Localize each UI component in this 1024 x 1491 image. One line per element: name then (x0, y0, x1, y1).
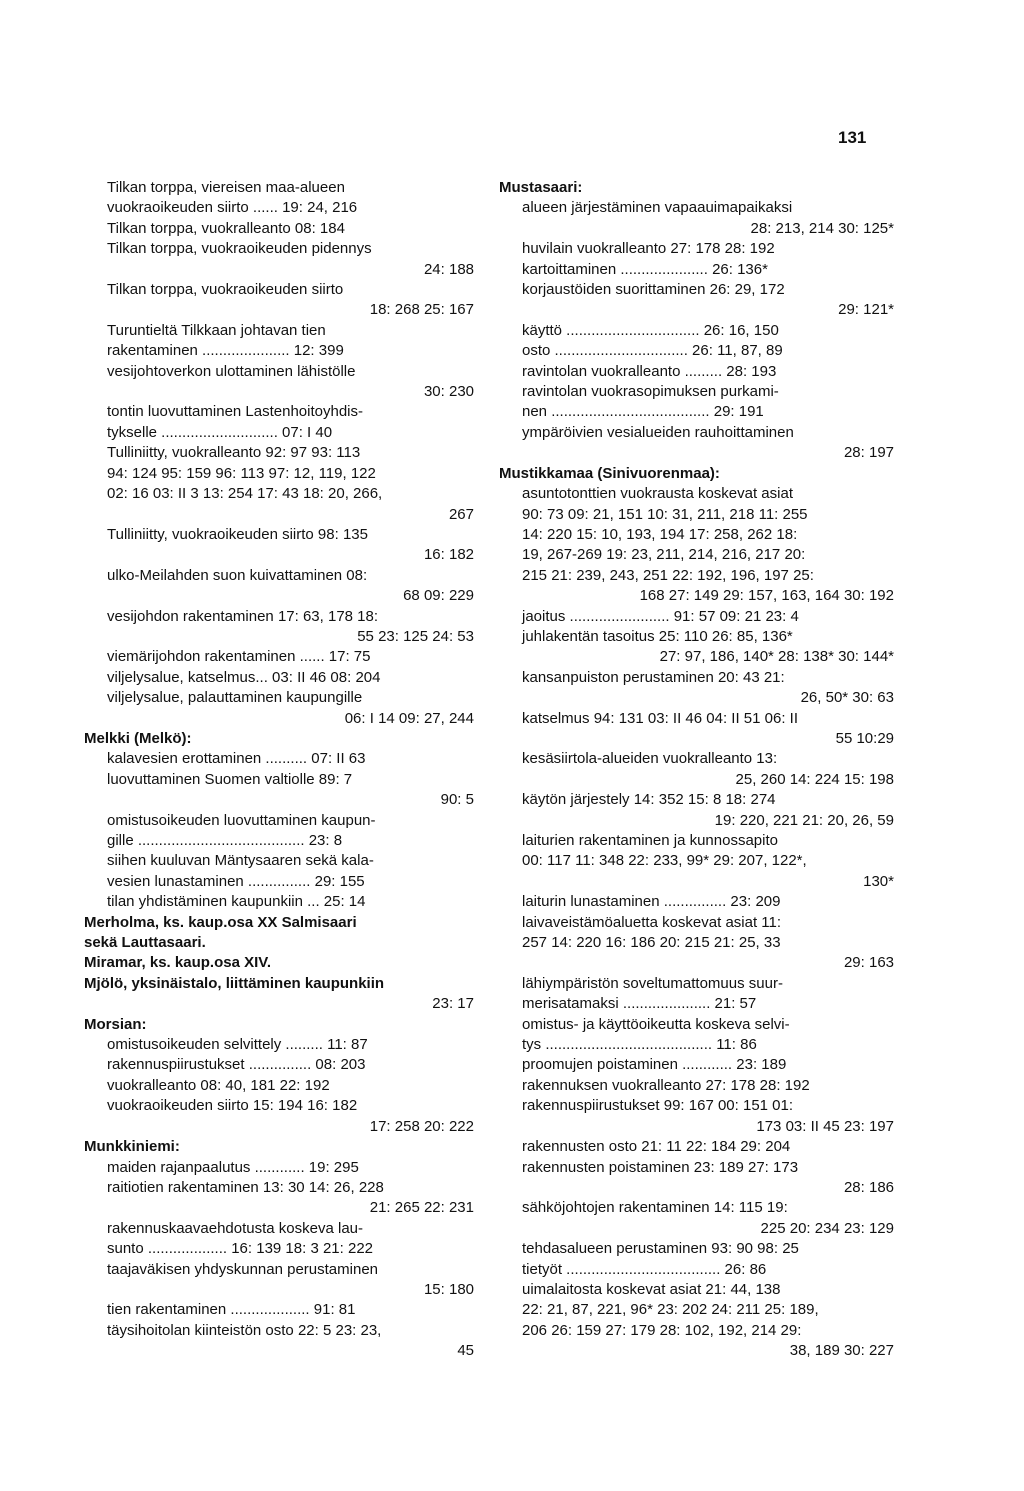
index-line: asuntotonttien vuokrausta koskevat asiat (522, 485, 793, 503)
index-line: tehdasalueen perustaminen 93: 90 98: 25 (522, 1240, 799, 1258)
index-line: omistusoikeuden selvittely ......... 11: 87 (107, 1036, 368, 1054)
index-line: 225 20: 234 23: 129 (760, 1219, 894, 1237)
index-line: laivaveistämöaluetta koskevat asiat 11: (522, 913, 782, 931)
index-line: rakennuskaavaehdotusta koskeva lau- (107, 1219, 363, 1237)
index-heading: Mustasaari: (499, 179, 583, 196)
index-line: 18: 268 25: 167 (369, 301, 474, 319)
index-line: viemärijohdon rakentaminen ...... 17: 75 (107, 648, 371, 666)
index-line: raitiotien rakentaminen 13: 30 14: 26, 228 (107, 1178, 384, 1196)
index-line: 22: 21, 87, 221, 96* 23: 202 24: 211 25: 189, (522, 1301, 819, 1319)
index-line: 29: 121* (838, 301, 894, 319)
index-line: 257 14: 220 16: 186 20: 215 21: 25, 33 (522, 934, 781, 952)
index-line: rakennusten osto 21: 11 22: 184 29: 204 (522, 1138, 791, 1156)
index-line: kalavesien erottaminen .......... 07: II 63 (107, 750, 366, 768)
index-line: sähköjohtojen rakentaminen 14: 115 19: (522, 1199, 788, 1217)
index-line: viljelysalue, palauttaminen kaupungille (107, 689, 363, 707)
index-line: vesijohtoverkon ulottaminen lähistölle (107, 362, 356, 380)
index-line: 28: 197 (843, 444, 894, 462)
index-column-right (499, 178, 894, 1362)
index-line: vesien lunastaminen ............... 29: 155 (107, 872, 365, 890)
index-line: 38, 189 30: 227 (789, 1342, 894, 1360)
index-line: laiturien rakentaminen ja kunnossapito (522, 832, 778, 849)
index-line: ravintolan vuokrasopimuksen purkami- (522, 383, 779, 401)
index-line: tilan yhdistäminen kaupunkiin ... 25: 14 (107, 893, 366, 911)
index-line: kartoittaminen ..................... 26: 136* (522, 260, 768, 278)
index-line: 15: 180 (423, 1280, 474, 1298)
index-line: korjaustöiden suorittaminen 26: 29, 172 (522, 281, 785, 299)
index-line: nen ...................................... 29: 191 (522, 403, 764, 421)
index-line: laiturin lunastaminen ............... 23: 209 (522, 893, 781, 911)
index-column-left (84, 178, 474, 1362)
index-line: siihen kuuluvan Mäntysaaren sekä kala- (107, 852, 374, 870)
index-line: Tulliniitty, vuokralleanto 92: 97 93: 113 (107, 444, 361, 462)
index-line: huvilain vuokralleanto 27: 178 28: 192 (522, 240, 775, 258)
index-line: 215 21: 239, 243, 251 22: 192, 196, 197 25: (522, 566, 814, 584)
index-line: rakennuksen vuokralleanto 27: 178 28: 192 (522, 1076, 810, 1094)
index-line: ulko-Meilahden suon kuivattaminen 08: (107, 566, 368, 584)
index-line: 26, 50* 30: 63 (800, 689, 894, 707)
index-heading: Mjölö, yksinäistalo, liittäminen kaupunkiin (84, 974, 385, 992)
index-line: käyttö ................................ 26: 16, 150 (522, 321, 779, 339)
index-line: tietyöt ..................................... 26: 86 (522, 1260, 767, 1278)
index-line: vesijohdon rakentaminen 17: 63, 178 18: (107, 607, 379, 625)
index-line: proomujen poistaminen ............ 23: 189 (522, 1056, 787, 1074)
index-heading: Miramar, ks. kaup.osa XIV. (84, 954, 272, 972)
index-line: 16: 182 (423, 546, 474, 564)
index-line: 68 09: 229 (403, 587, 474, 605)
index-line: 23: 17 (432, 995, 474, 1013)
index-line: 55 23: 125 24: 53 (357, 627, 474, 645)
index-line: jaoitus ........................ 91: 57 09: 21 23: 4 (522, 607, 799, 625)
index-line: rakentaminen ..................... 12: 399 (107, 342, 344, 360)
index-line: 27: 97, 186, 140* 28: 138* 30: 144* (659, 648, 894, 666)
index-line: merisatamaksi ..................... 21: 57 (522, 995, 757, 1013)
index-line: 45 (457, 1342, 474, 1360)
index-line: omistusoikeuden luovuttaminen kaupun- (107, 811, 376, 829)
index-line: vuokraoikeuden siirto ...... 19: 24, 216 (107, 199, 358, 217)
index-line: Tilkan torppa, viereisen maa-alueen (107, 179, 345, 196)
index-line: 94: 124 95: 159 96: 113 97: 12, 119, 122 (107, 464, 376, 482)
index-heading: Melkki (Melkö): (84, 729, 192, 747)
index-line: kesäsiirtola-alueiden vuokralleanto 13: (522, 750, 778, 768)
index-heading: Mustikkamaa (Sinivuorenmaa): (499, 464, 720, 482)
index-line: tien rakentaminen ................... 91: 81 (107, 1301, 356, 1319)
index-line: luovuttaminen Suomen valtiolle 89: 7 (107, 770, 353, 788)
index-line: sunto ................... 16: 139 18: 3 21: 222 (107, 1240, 374, 1258)
index-line: taajaväkisen yhdyskunnan perustaminen (107, 1260, 379, 1278)
index-line: 130* (863, 872, 894, 890)
index-heading: Morsian: (84, 1015, 147, 1033)
index-line: 55 10:29 (835, 729, 894, 747)
index-line: 206 26: 159 27: 179 28: 102, 192, 214 29: (522, 1321, 802, 1339)
index-line: 28: 186 (843, 1178, 894, 1196)
index-line: 00: 117 11: 348 22: 233, 99* 29: 207, 122*, (522, 852, 807, 870)
index-line: 29: 163 (843, 954, 894, 972)
index-line: käytön järjestely 14: 352 15: 8 18: 274 (522, 791, 776, 809)
index-line: rakennusten poistaminen 23: 189 27: 173 (522, 1158, 799, 1176)
index-line: alueen järjestäminen vapaauimapaikaksi (522, 199, 793, 217)
index-line: Tilkan torppa, vuokraoikeuden pidennys (107, 240, 372, 258)
index-line: vuokralleanto 08: 40, 181 22: 192 (107, 1076, 330, 1094)
index-line: 25, 260 14: 224 15: 198 (735, 770, 894, 788)
index-line: uimalaitosta koskevat asiat 21: 44, 138 (522, 1280, 781, 1298)
index-line: ympäröivien vesialueiden rauhoittaminen (522, 423, 794, 441)
index-line: 30: 230 (423, 383, 474, 401)
index-line: 19, 267-269 19: 23, 211, 214, 216, 217 20: (522, 546, 806, 564)
index-line: 173 03: II 45 23: 197 (756, 1117, 894, 1135)
index-line: 17: 258 20: 222 (369, 1117, 474, 1135)
index-line: Turuntieltä Tilkkaan johtavan tien (107, 321, 326, 339)
index-line: viljelysalue, katselmus... 03: II 46 08: 204 (107, 668, 381, 686)
index-line: 06: I 14 09: 27, 244 (344, 709, 474, 727)
index-heading: Merholma, ks. kaup.osa XX Salmisaari (84, 913, 357, 931)
index-line: juhlakentän tasoitus 25: 110 26: 85, 136* (522, 627, 793, 645)
index-line: 168 27: 149 29: 157, 163, 164 30: 192 (639, 587, 894, 605)
index-line: lähiympäristön soveltumattomuus suur- (522, 974, 783, 992)
index-line: Tilkan torppa, vuokralleanto 08: 184 (107, 219, 345, 237)
index-line: kansanpuiston perustaminen 20: 43 21: (522, 668, 785, 686)
index-line: ravintolan vuokralleanto ......... 28: 193 (522, 362, 777, 380)
index-line: Tilkan torppa, vuokraoikeuden siirto (107, 281, 344, 299)
index-line: vuokraoikeuden siirto 15: 194 16: 182 (107, 1097, 358, 1115)
index-line: rakennuspiirustukset ............... 08: 203 (107, 1056, 366, 1074)
index-line: rakennuspiirustukset 99: 167 00: 151 01: (522, 1097, 794, 1115)
index-line: 21: 265 22: 231 (369, 1199, 474, 1217)
index-heading: sekä Lauttasaari. (84, 934, 206, 952)
index-line: 267 (448, 505, 474, 523)
index-line: gille ........................................ 23: 8 (107, 832, 343, 849)
index-line: omistus- ja käyttöoikeutta koskeva selvi- (522, 1015, 790, 1033)
index-line: 28: 213, 214 30: 125* (750, 219, 894, 237)
index-line: katselmus 94: 131 03: II 46 04: II 51 06: II (522, 709, 799, 727)
index-line: 02: 16 03: II 3 13: 254 17: 43 18: 20, 266, (107, 485, 383, 503)
index-line: täysihoitolan kiinteistön osto 22: 5 23: 23, (107, 1321, 382, 1339)
index-line: 19: 220, 221 21: 20, 26, 59 (714, 811, 894, 829)
page-number: 131 (838, 128, 867, 147)
index-heading: Munkkiniemi: (84, 1138, 180, 1156)
index-line: Tulliniitty, vuokraoikeuden siirto 98: 135 (107, 525, 368, 543)
index-line: 90: 5 (440, 791, 474, 809)
index-line: tys ........................................ 11: 86 (522, 1036, 757, 1054)
index-line: maiden rajanpaalutus ............ 19: 295 (107, 1158, 359, 1176)
index-line: tontin luovuttaminen Lastenhoitoyhdis- (107, 403, 363, 421)
index-line: 24: 188 (423, 260, 474, 278)
index-line: osto ................................ 26: 11, 87, 89 (522, 342, 783, 360)
index-line: 14: 220 15: 10, 193, 194 17: 258, 262 18: (522, 525, 798, 543)
index-line: 90: 73 09: 21, 151 10: 31, 211, 218 11: 255 (522, 505, 808, 523)
index-line: tykselle ............................ 07: I 40 (107, 423, 333, 441)
